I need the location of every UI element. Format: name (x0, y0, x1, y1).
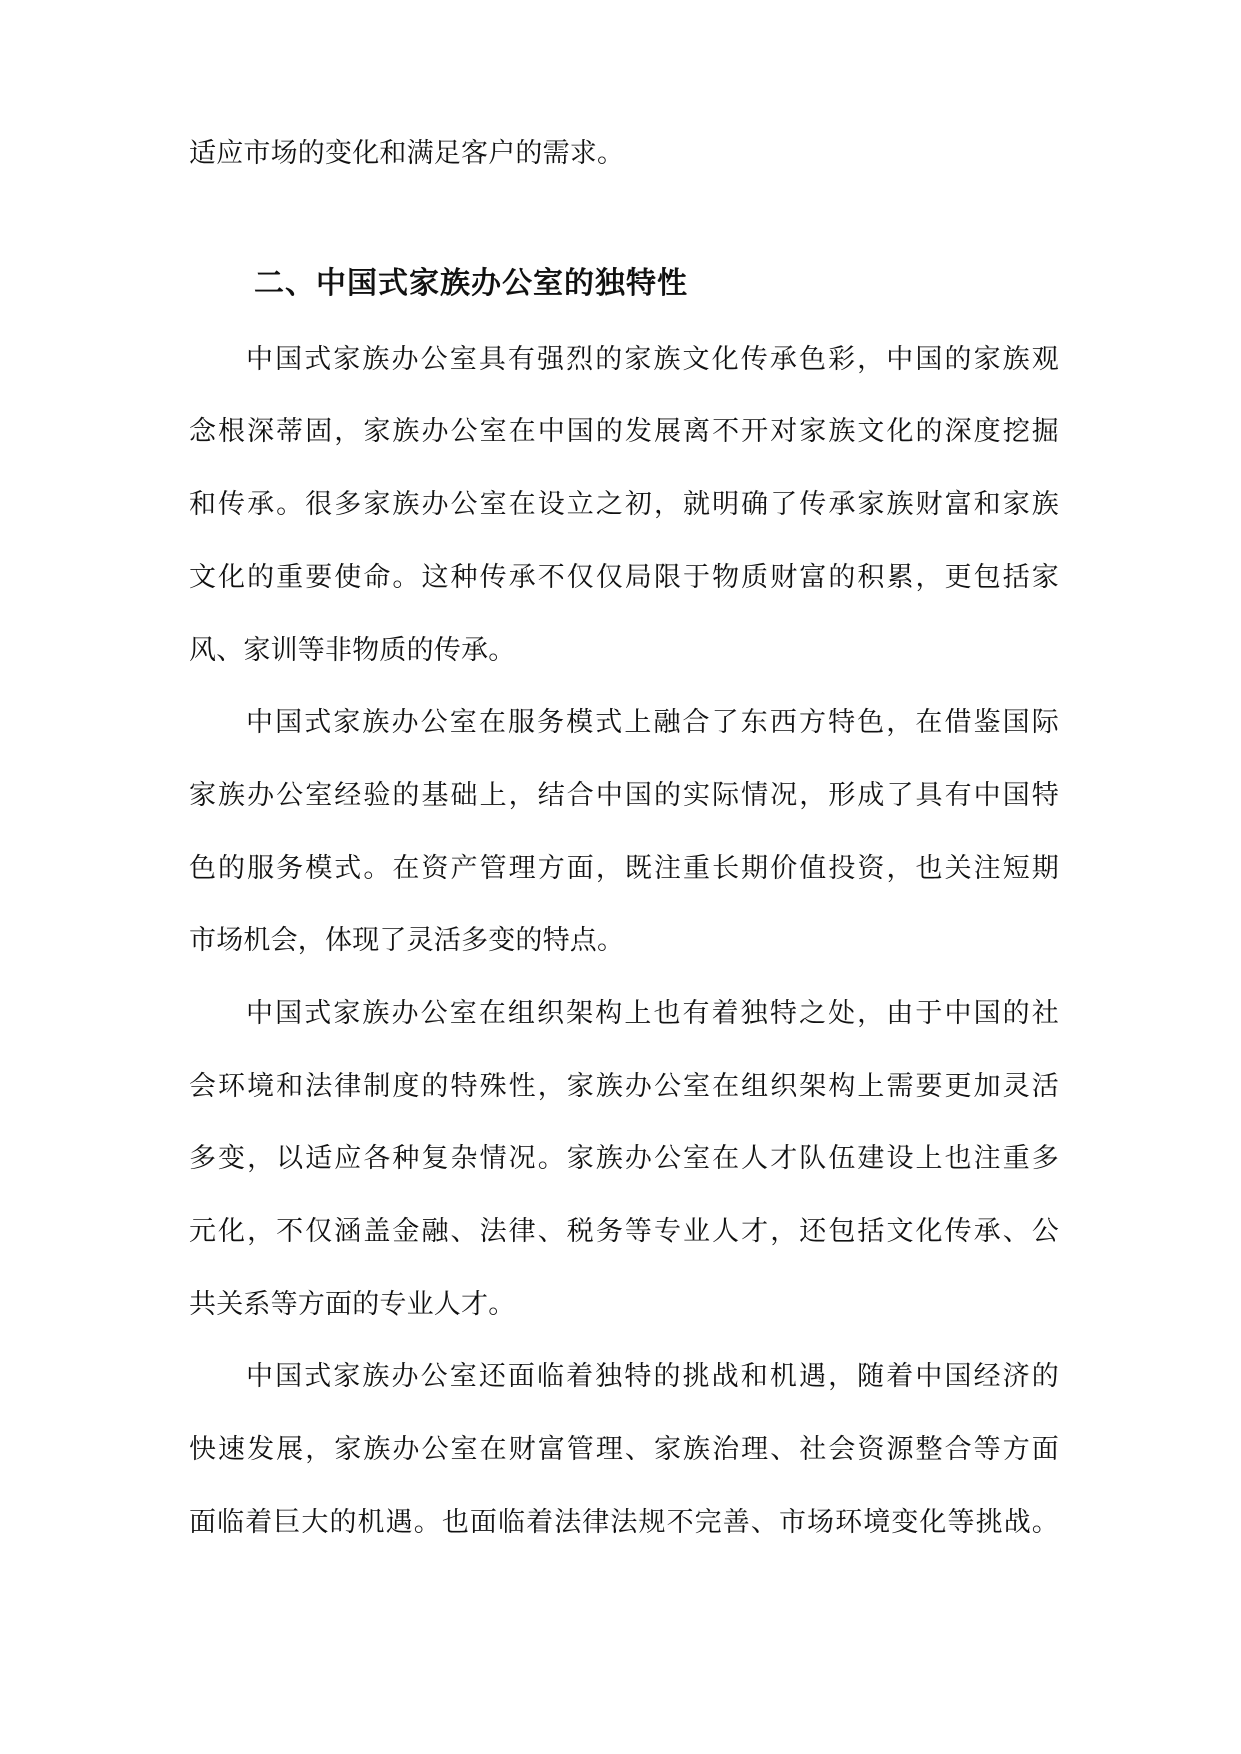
paragraph-line: 风、家训等非物质的传承。 (189, 635, 516, 666)
paragraph-line: 市场机会，体现了灵活多变的特点。 (189, 925, 625, 956)
paragraph-line: 中国式家族办公室还面临着独特的挑战和机遇，随着中国经济的 (246, 1361, 1059, 1392)
paragraph-line: 元化，不仅涵盖金融、法律、税务等专业人才，还包括文化传承、公 (189, 1216, 1059, 1247)
paragraph-line: 家族办公室经验的基础上，结合中国的实际情况，形成了具有中国特 (189, 780, 1059, 811)
paragraph-line: 色的服务模式。在资产管理方面，既注重长期价值投资，也关注短期 (189, 853, 1059, 884)
section-heading: 二、中国式家族办公室的独特性 (254, 266, 688, 301)
continuation-line: 适应市场的变化和满足客户的需求。 (189, 138, 625, 169)
paragraph-line: 念根深蒂固，家族办公室在中国的发展离不开对家族文化的深度挖掘 (189, 416, 1059, 447)
paragraph-line: 中国式家族办公室在组织架构上也有着独特之处，由于中国的社 (246, 998, 1059, 1029)
paragraph-line: 多变，以适应各种复杂情况。家族办公室在人才队伍建设上也注重多 (189, 1143, 1059, 1174)
paragraph-line: 快速发展，家族办公室在财富管理、家族治理、社会资源整合等方面 (189, 1434, 1059, 1465)
paragraph-line: 面临着巨大的机遇。也面临着法律法规不完善、市场环境变化等挑战。 (189, 1507, 1059, 1538)
paragraph-line: 会环境和法律制度的特殊性，家族办公室在组织架构上需要更加灵活 (189, 1071, 1059, 1102)
paragraph-line: 中国式家族办公室在服务模式上融合了东西方特色，在借鉴国际 (246, 707, 1059, 738)
paragraph-line: 和传承。很多家族办公室在设立之初，就明确了传承家族财富和家族 (189, 489, 1059, 520)
paragraph-line: 中国式家族办公室具有强烈的家族文化传承色彩，中国的家族观 (246, 344, 1059, 375)
paragraph-line: 共关系等方面的专业人才。 (189, 1289, 516, 1320)
paragraph-line: 文化的重要使命。这种传承不仅仅局限于物质财富的积累，更包括家 (189, 562, 1059, 593)
